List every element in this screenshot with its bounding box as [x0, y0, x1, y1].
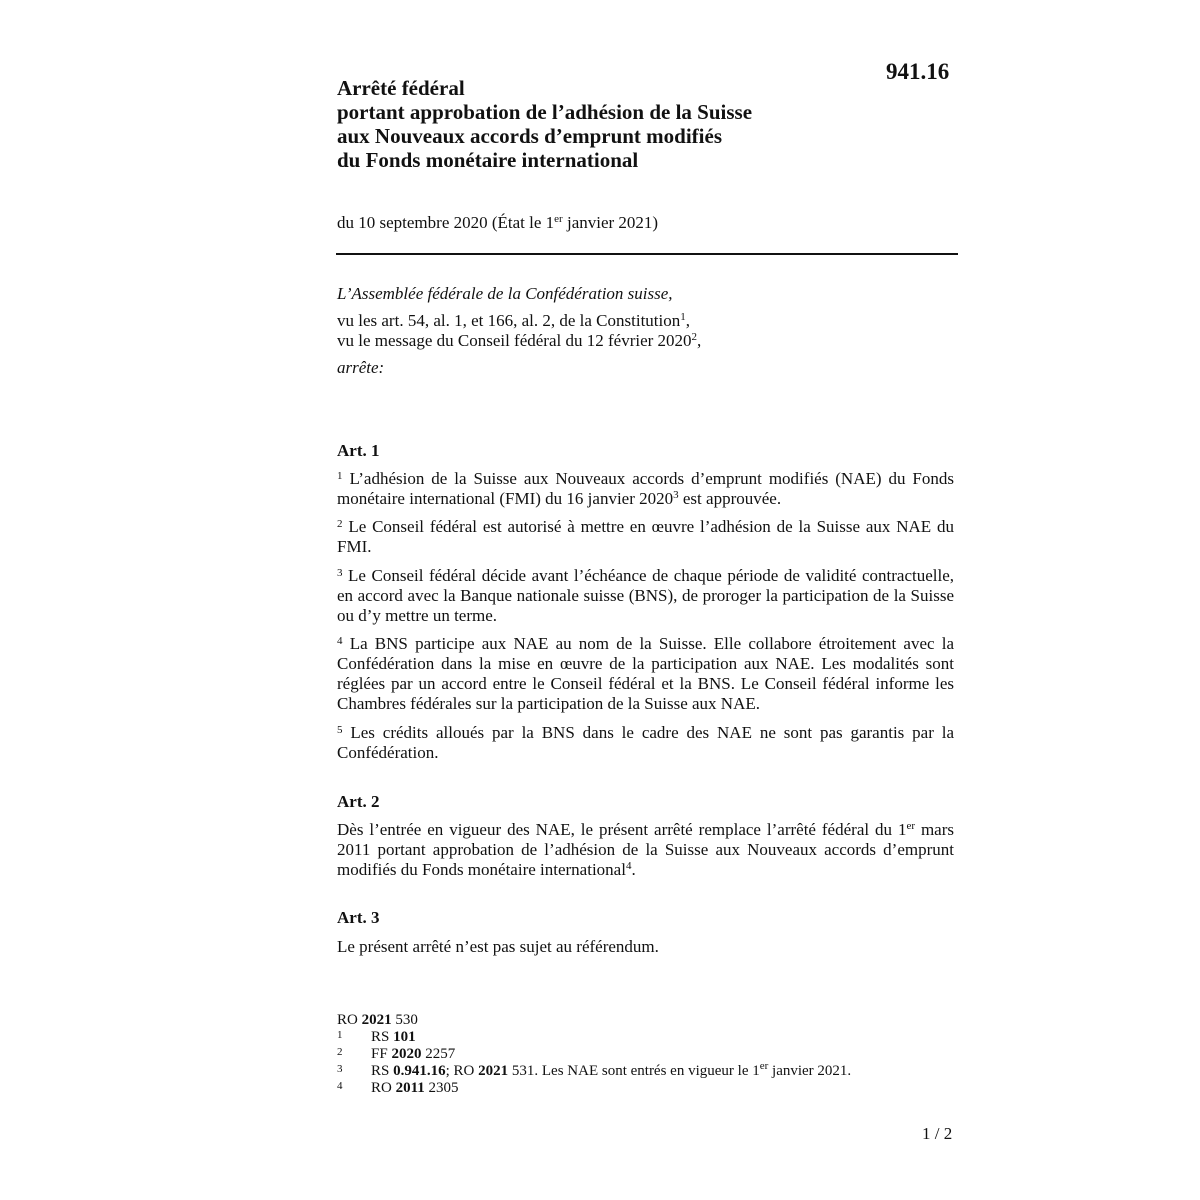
- footnote-number: 1: [337, 1029, 343, 1041]
- article-2-text-end: .: [631, 860, 636, 879]
- date-suffix: janvier 2021): [562, 213, 659, 232]
- paragraph-text: Les crédits alloués par la BNS dans le cadre des NAE ne sont pas garantis par la Confédération.: [337, 723, 954, 762]
- footnote-suffix-end: janvier 2021.: [768, 1063, 852, 1079]
- preamble-assembly: L’Assemblée fédérale de la Confédération suisse,: [337, 284, 673, 303]
- footnote-prefix: FF: [371, 1046, 392, 1062]
- paragraph-number: 4: [337, 635, 343, 647]
- footnote-text: [371, 1029, 416, 1046]
- footnote-bold: 101: [393, 1029, 416, 1045]
- title-line-3: aux Nouveaux accords d’emprunt modifiés: [337, 124, 723, 148]
- ro-prefix: RO: [337, 1012, 362, 1028]
- date-superscript: er: [554, 213, 563, 225]
- paragraph-text-end: est approuvée.: [678, 489, 782, 508]
- footnote-bold: 0.941.16: [393, 1063, 446, 1079]
- preamble-constitution: vu les art. 54, al. 1, et 166, al. 2, de la Constitution$^1$,: [337, 311, 691, 330]
- article-1-paragraph-1: [337, 469, 954, 509]
- document-number: 941.16: [886, 59, 950, 84]
- title-line-1: Arrêté fédéral: [337, 76, 465, 100]
- footnote-prefix: RO: [371, 1080, 396, 1096]
- paragraph-text: Le Conseil fédéral décide avant l’échéance de chaque période de validité contractuelle, en accord avec la Banque nationale suisse (BNS), de proroger la participation de la Suisse ou d’y mettre un terme.: [337, 566, 954, 625]
- article-2-heading: Art. 2: [337, 792, 380, 811]
- footnote-ref-1[interactable]: 1: [680, 311, 686, 323]
- footnote-number: 3: [337, 1063, 343, 1075]
- header-divider: [336, 253, 958, 255]
- footnote-4: [337, 1080, 851, 1097]
- article-1-heading: Art. 1: [337, 441, 380, 460]
- footnote-number: 2: [337, 1046, 343, 1058]
- article-1-paragraph-4: [337, 634, 954, 714]
- paragraph-number: 2: [337, 518, 343, 530]
- preamble-message-text: vu le message du Conseil fédéral du 12 février 2020: [337, 331, 692, 350]
- ro-reference: [337, 1012, 851, 1029]
- article-1-paragraph-5: [337, 723, 954, 763]
- footnote-2: [337, 1046, 851, 1063]
- article-2-text-middle: mars 2011 portant approbation de l’adhésion de la Suisse aux Nouveaux accords d’emprunt modifiés du Fonds monétaire international: [337, 820, 955, 879]
- preamble-constitution-text: vu les art. 54, al. 1, et 166, al. 2, de la Constitution: [337, 311, 681, 330]
- title-line-2: portant approbation de l’adhésion de la Suisse: [337, 100, 753, 124]
- footnote-3: [337, 1060, 852, 1080]
- page-number: 1 / 2: [922, 1124, 953, 1143]
- preamble-decree: arrête:: [337, 358, 385, 377]
- ro-page: 530: [391, 1012, 418, 1028]
- document-title: [337, 76, 752, 172]
- footnote-1: [337, 1029, 851, 1046]
- article-2-text-start: Dès l’entrée en vigueur des NAE, le présent arrêté remplace l’arrêté fédéral du 1: [337, 820, 907, 839]
- paragraph-text: La BNS participe aux NAE au nom de la Suisse. Elle collabore étroitement avec la Confédération dans la mise en œuvre de la participation aux NAE. Les modalités sont réglées par un accord entre le Conseil fédéral et la BNS. Le Conseil fédéral informe les Chambres fédérales sur la participation de la Suisse aux NAE.: [337, 634, 954, 713]
- footnotes: [337, 1012, 851, 1097]
- footnote-bold: 2011: [395, 1080, 425, 1096]
- preamble-message: vu le message du Conseil fédéral du 12 février 2020$^2$,: [337, 331, 702, 350]
- ordinal-superscript: er: [759, 1060, 769, 1072]
- article-3-text: Le présent arrêté n’est pas sujet au référendum.: [337, 937, 659, 956]
- ro-year: 2021: [361, 1012, 392, 1028]
- footnote-number: 4: [337, 1080, 343, 1092]
- footnote-suffix: 531. Les NAE sont entrés en vigueur le 1: [508, 1063, 760, 1079]
- footnote-prefix: RS: [371, 1063, 394, 1079]
- footnote-text: [371, 1046, 455, 1063]
- footnote-bold-2: 2021: [478, 1063, 509, 1079]
- paragraph-number: 1: [337, 470, 343, 482]
- footnote-text: [371, 1060, 852, 1080]
- paragraph-number: 3: [337, 567, 343, 579]
- title-line-4: du Fonds monétaire international: [337, 148, 639, 172]
- article-1-paragraph-3: [337, 566, 954, 626]
- document-date: [337, 213, 658, 233]
- date-prefix: du 10 septembre 2020 (État le 1: [337, 213, 555, 232]
- article-1-paragraph-2: [337, 517, 954, 557]
- footnote-middle: ; RO: [445, 1063, 479, 1079]
- footnote-bold: 2020: [391, 1046, 422, 1062]
- footnote-ref-2[interactable]: 2: [691, 331, 698, 343]
- paragraph-number: 5: [337, 724, 343, 736]
- ordinal-superscript: er: [906, 820, 916, 832]
- footnote-ref-3[interactable]: 3: [673, 489, 679, 501]
- article-3-heading: Art. 3: [337, 908, 380, 927]
- paragraph-text: Le Conseil fédéral est autorisé à mettre en œuvre l’adhésion de la Suisse aux NAE du FMI.: [337, 517, 954, 556]
- footnote-prefix: RS: [371, 1029, 394, 1045]
- footnote-suffix: 2305: [424, 1080, 459, 1096]
- footnote-text: [371, 1080, 459, 1097]
- footnote-suffix: 2257: [421, 1046, 456, 1062]
- paragraph-text: L’adhésion de la Suisse aux Nouveaux accords d’emprunt modifiés (NAE) du Fonds monétaire international (FMI) du 16 janvier 2020: [337, 469, 954, 508]
- article-2-text: [337, 820, 954, 880]
- footnote-ref-4[interactable]: 4: [625, 860, 632, 872]
